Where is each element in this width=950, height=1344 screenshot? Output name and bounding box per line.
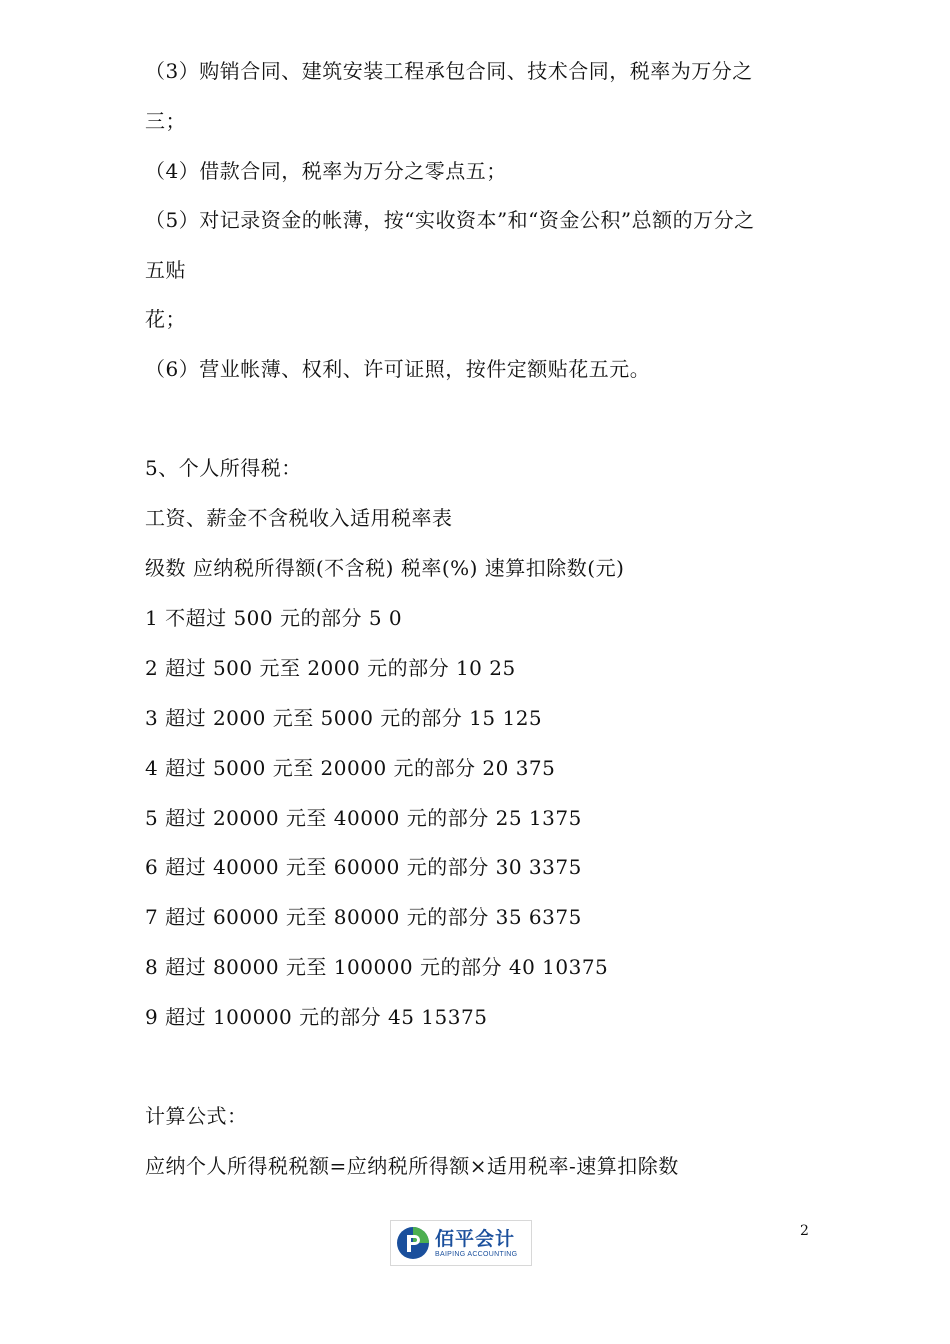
text-line: （4）借款合同，税率为万分之零点五； bbox=[145, 159, 507, 183]
formula-heading: 计算公式： bbox=[145, 1104, 248, 1128]
table-row: 7 超过 60000 元至 80000 元的部分 35 6375 bbox=[145, 905, 582, 929]
table-row: 3 超过 2000 元至 5000 元的部分 15 125 bbox=[145, 706, 543, 730]
bp-logo-icon bbox=[396, 1226, 430, 1260]
table-row: 4 超过 5000 元至 20000 元的部分 20 375 bbox=[145, 756, 556, 780]
table-row: 1 不超过 500 元的部分 5 0 bbox=[145, 606, 403, 630]
logo-name-en: BAIPING ACCOUNTING bbox=[435, 1250, 518, 1258]
table-row: 8 超过 80000 元至 100000 元的部分 40 10375 bbox=[145, 955, 609, 979]
text-line: 花； bbox=[145, 307, 186, 331]
table-row: 6 超过 40000 元至 60000 元的部分 30 3375 bbox=[145, 855, 582, 879]
formula-text: 应纳个人所得税税额=应纳税所得额×适用税率-速算扣除数 bbox=[145, 1154, 679, 1178]
page-number: 2 bbox=[800, 1223, 809, 1239]
table-row: 2 超过 500 元至 2000 元的部分 10 25 bbox=[145, 656, 516, 680]
section-heading: 5、个人所得税： bbox=[145, 456, 302, 480]
company-logo bbox=[390, 1220, 532, 1266]
table-row: 9 超过 100000 元的部分 45 15375 bbox=[145, 1005, 488, 1029]
table-header: 级数 应纳税所得额(不含税) 税率(%) 速算扣除数(元) bbox=[145, 556, 625, 580]
text-line: （5）对记录资金的帐薄，按“实收资本”和“资金公积”总额的万分之 bbox=[145, 208, 755, 232]
text-line: （3）购销合同、建筑安装工程承包合同、技术合同，税率为万分之 bbox=[145, 59, 753, 83]
text-line: 五贴 bbox=[145, 258, 186, 282]
text-line: 三； bbox=[145, 109, 186, 133]
text-line: （6）营业帐薄、权利、许可证照，按件定额贴花五元。 bbox=[145, 357, 651, 381]
table-title: 工资、薪金不含税收入适用税率表 bbox=[145, 506, 453, 530]
logo-name-cn: 佰平会计 bbox=[435, 1227, 516, 1250]
table-row: 5 超过 20000 元至 40000 元的部分 25 1375 bbox=[145, 806, 582, 830]
